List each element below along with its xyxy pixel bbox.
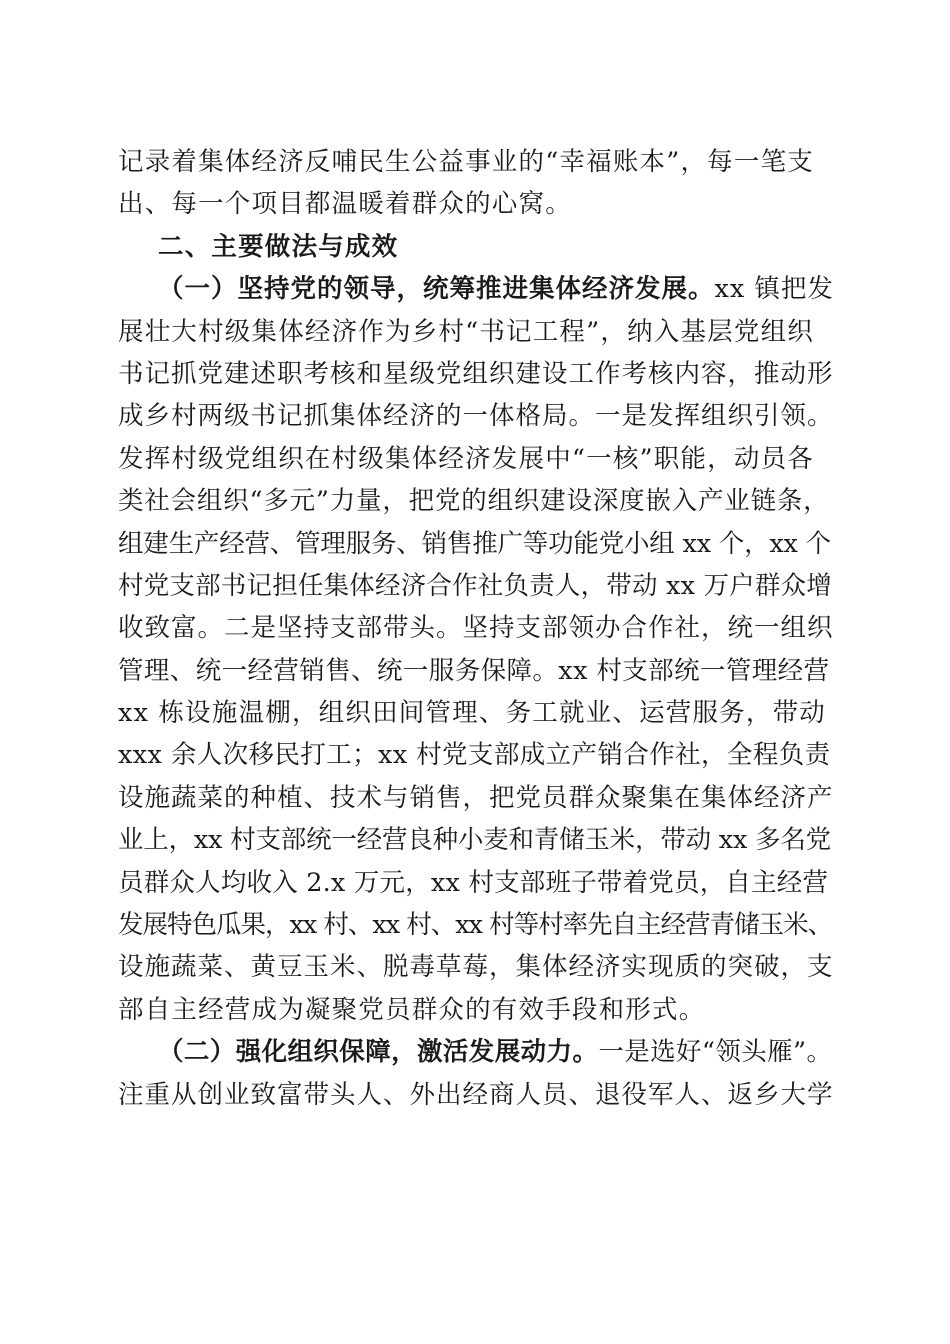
paragraph-line: 类社会组织“多元”力量，把党的组织建设深度嵌入产业链条， [118, 486, 830, 517]
section-heading: 二、主要做法与成效 [158, 231, 399, 262]
subsection-heading [118, 268, 834, 310]
paragraph-line: 注重从创业致富带头人、外出经商人员、退役军人、返乡大学 [118, 1079, 834, 1110]
paragraph-line: xxx 余人次移民打工；xx 村党支部成立产销合作社，全程负责 [118, 740, 831, 771]
subsection-text: 一是选好“领头雁”。 [598, 1037, 833, 1068]
paragraph-line: 业上，xx 村支部统一经营良种小麦和青储玉米，带动 xx 多名党 [118, 825, 831, 856]
paragraph-line: 出、每一个项目都温暖着群众的心窝。 [118, 189, 572, 220]
paragraph-line: 发挥村级党组织在村级集体经济发展中“一核”职能，动员各 [118, 443, 814, 474]
document-body [118, 141, 834, 1116]
paragraph-line: 组建生产经营、管理服务、销售推广等功能党小组 xx 个，xx 个 [118, 528, 831, 559]
subsection-heading [118, 1031, 834, 1073]
subsection-title: （二）强化组织保障，激活发展动力。 [158, 1037, 599, 1068]
paragraph-line: 设施蔬菜、黄豆玉米、脱毒草莓，集体经济实现质的突破，支 [118, 952, 834, 983]
subsection-title: （一）坚持党的领导，统筹推进集体经济发展。 [158, 274, 715, 305]
paragraph-line: 管理、统一经营销售、统一服务保障。xx 村支部统一管理经营 [118, 655, 830, 686]
paragraph-line: 设施蔬菜的种植、技术与销售，把党员群众聚集在集体经济产 [118, 782, 834, 813]
paragraph-line: 成乡村两级书记抓集体经济的一体格局。一是发挥组织引领。 [118, 401, 834, 432]
paragraph-line: 员群众人均收入 2.x 万元，xx 村支部班子带着党员，自主经营 [118, 867, 829, 898]
paragraph-line: xx 栋设施温棚，组织田间管理、务工就业、运营服务，带动 [118, 698, 826, 729]
paragraph-line: 部自主经营成为凝聚党员群众的有效手段和形式。 [118, 994, 706, 1025]
subsection-text: xx 镇把发 [714, 274, 834, 305]
paragraph-line: 展壮大村级集体经济作为乡村“书记工程”，纳入基层党组织 [118, 316, 814, 347]
paragraph-line: 记录着集体经济反哺民生公益事业的“幸福账本”，每一笔支 [118, 147, 814, 177]
paragraph-line: 村党支部书记担任集体经济合作社负责人，带动 xx 万户群众增 [118, 570, 832, 601]
paragraph-line: 收致富。二是坚持支部带头。坚持支部领办合作社，统一组织 [118, 613, 834, 644]
paragraph-line: 书记抓党建述职考核和星级党组织建设工作考核内容，推动形 [118, 358, 834, 389]
paragraph-line: 发展特色瓜果，xx 村、xx 村、xx 村等村率先自主经营青储玉米、 [118, 910, 833, 941]
